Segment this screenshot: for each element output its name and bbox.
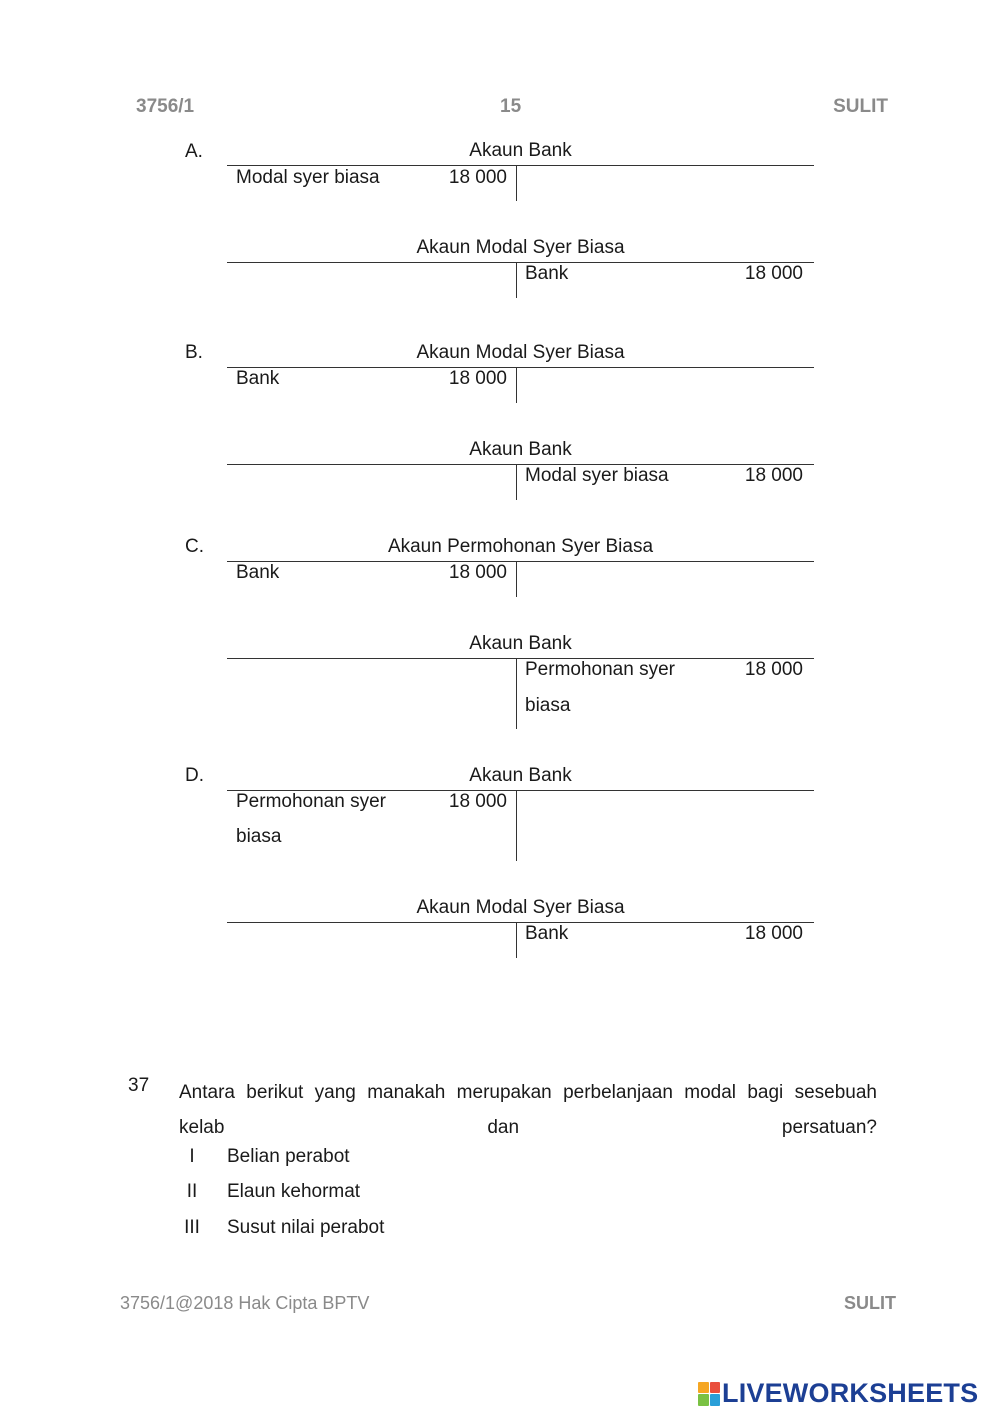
copyright-notice: 3756/1@2018 Hak Cipta BPTV	[120, 1293, 370, 1313]
debit-amount: 18 000	[448, 791, 507, 812]
account-divider	[516, 659, 517, 729]
account-rule	[227, 464, 814, 465]
option-d-letter: D.	[185, 765, 204, 786]
footer-classification: SULIT	[844, 1293, 896, 1313]
debit-label: Bank	[236, 562, 280, 583]
account-title: Akaun Modal Syer Biasa	[416, 342, 625, 363]
debit-label-line-2: biasa	[236, 826, 282, 847]
debit-label-line-1: Permohonan syer	[236, 791, 386, 812]
credit-amount: 18 000	[744, 659, 803, 680]
credit-label-line-2: biasa	[525, 695, 571, 716]
account-rule	[227, 165, 814, 166]
debit-label: Modal syer biasa	[236, 167, 380, 188]
account-divider	[516, 263, 517, 298]
account-divider	[516, 368, 517, 403]
credit-amount: 18 000	[744, 465, 803, 486]
option-a-letter: A.	[185, 141, 203, 162]
debit-amount: 18 000	[448, 368, 507, 389]
account-rule	[227, 262, 814, 263]
account-title: Akaun Bank	[469, 765, 572, 786]
liveworksheets-logo-icon	[698, 1382, 720, 1406]
account-title: Akaun Bank	[469, 633, 572, 654]
account-rule	[227, 658, 814, 659]
credit-amount: 18 000	[744, 263, 803, 284]
debit-amount: 18 000	[448, 562, 507, 583]
liveworksheets-logo-text: LIVEWORKSHEETS	[722, 1378, 979, 1408]
credit-amount: 18 000	[744, 923, 803, 944]
account-title: Akaun Modal Syer Biasa	[416, 897, 625, 918]
statement-numeral: II	[186, 1181, 198, 1202]
credit-label: Bank	[525, 923, 569, 944]
account-divider	[516, 923, 517, 958]
statement-text: Belian perabot	[227, 1146, 350, 1167]
debit-label: Bank	[236, 368, 280, 389]
account-title: Akaun Bank	[469, 439, 572, 460]
account-title: Akaun Permohonan Syer Biasa	[387, 536, 654, 557]
paper-code: 3756/1	[136, 96, 195, 117]
question-number: 37	[128, 1075, 150, 1096]
account-divider	[516, 791, 517, 861]
account-rule	[227, 367, 814, 368]
account-title: Akaun Modal Syer Biasa	[416, 237, 625, 258]
account-title: Akaun Bank	[469, 140, 572, 161]
header-classification: SULIT	[833, 96, 888, 117]
option-c-letter: C.	[185, 536, 204, 557]
page-number: 15	[500, 96, 522, 117]
account-rule	[227, 561, 814, 562]
statement-numeral: III	[184, 1217, 200, 1238]
credit-label: Bank	[525, 263, 569, 284]
account-rule	[227, 922, 814, 923]
statement-text: Elaun kehormat	[227, 1181, 361, 1202]
liveworksheets-logo[interactable]	[698, 1378, 978, 1409]
account-divider	[516, 166, 517, 201]
credit-label: Modal syer biasa	[525, 465, 669, 486]
statement-text: Susut nilai perabot	[227, 1217, 385, 1238]
debit-amount: 18 000	[448, 167, 507, 188]
account-divider	[516, 465, 517, 500]
account-divider	[516, 562, 517, 597]
option-b-letter: B.	[185, 342, 203, 363]
statement-numeral: I	[189, 1146, 195, 1167]
credit-label-line-1: Permohonan syer	[525, 659, 675, 680]
question-text: Antara berikut yang manakah merupakan perbelanjaan modal bagi sesebuah kelab dan persatuan?	[179, 1082, 877, 1138]
